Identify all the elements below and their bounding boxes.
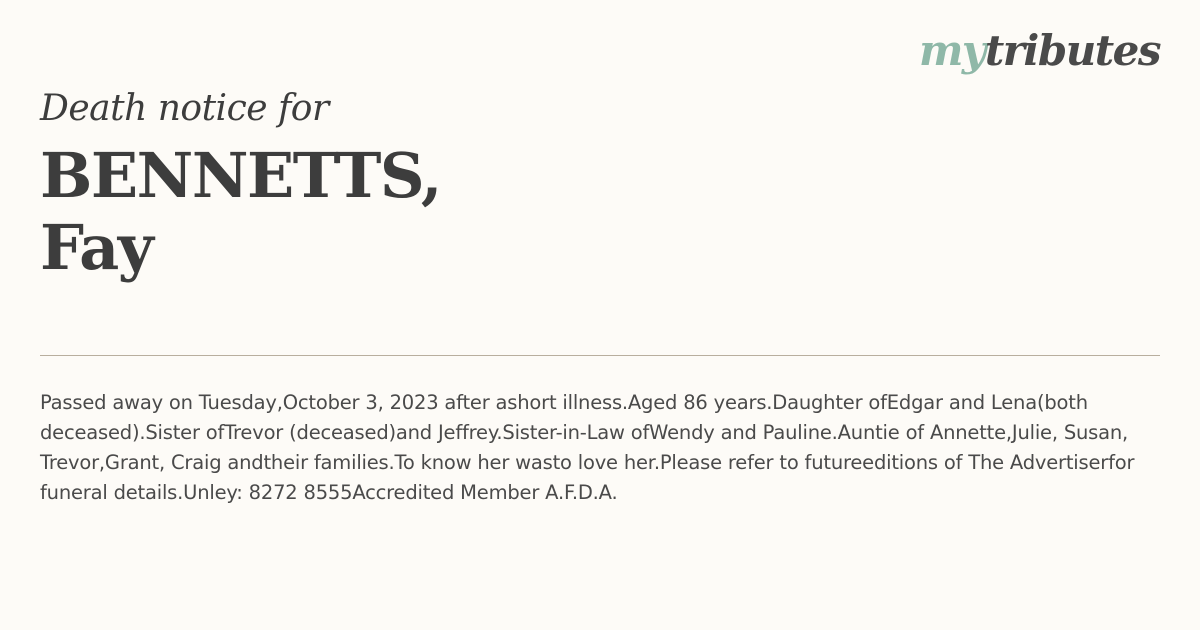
logo-part-my: my <box>918 26 985 75</box>
logo-part-tributes: tributes <box>984 26 1160 75</box>
deceased-surname: BENNETTS, <box>40 139 441 212</box>
deceased-name <box>40 140 441 284</box>
notice-subtitle: Death notice for <box>40 88 329 129</box>
notice-body-text: Passed away on Tuesday,October 3, 2023 after ashort illness.Aged 86 years.Daughter ofEdgar and Lena(both deceased).Sister ofTrevor (deceased)and Jeffrey.Sister-in-Law ofWendy and Pauline.Auntie of Annette,Julie, Susan, Trevor,Grant, Craig andtheir families.To know her wasto love her.Please refer to futureeditions of The Advertiserfor funeral details.Unley: 8272 8555Accredited Member A.F.D.A. <box>40 391 1135 504</box>
deceased-given-name: Fay <box>40 211 153 284</box>
mytributes-logo[interactable] <box>918 26 1160 75</box>
section-divider <box>40 355 1160 356</box>
